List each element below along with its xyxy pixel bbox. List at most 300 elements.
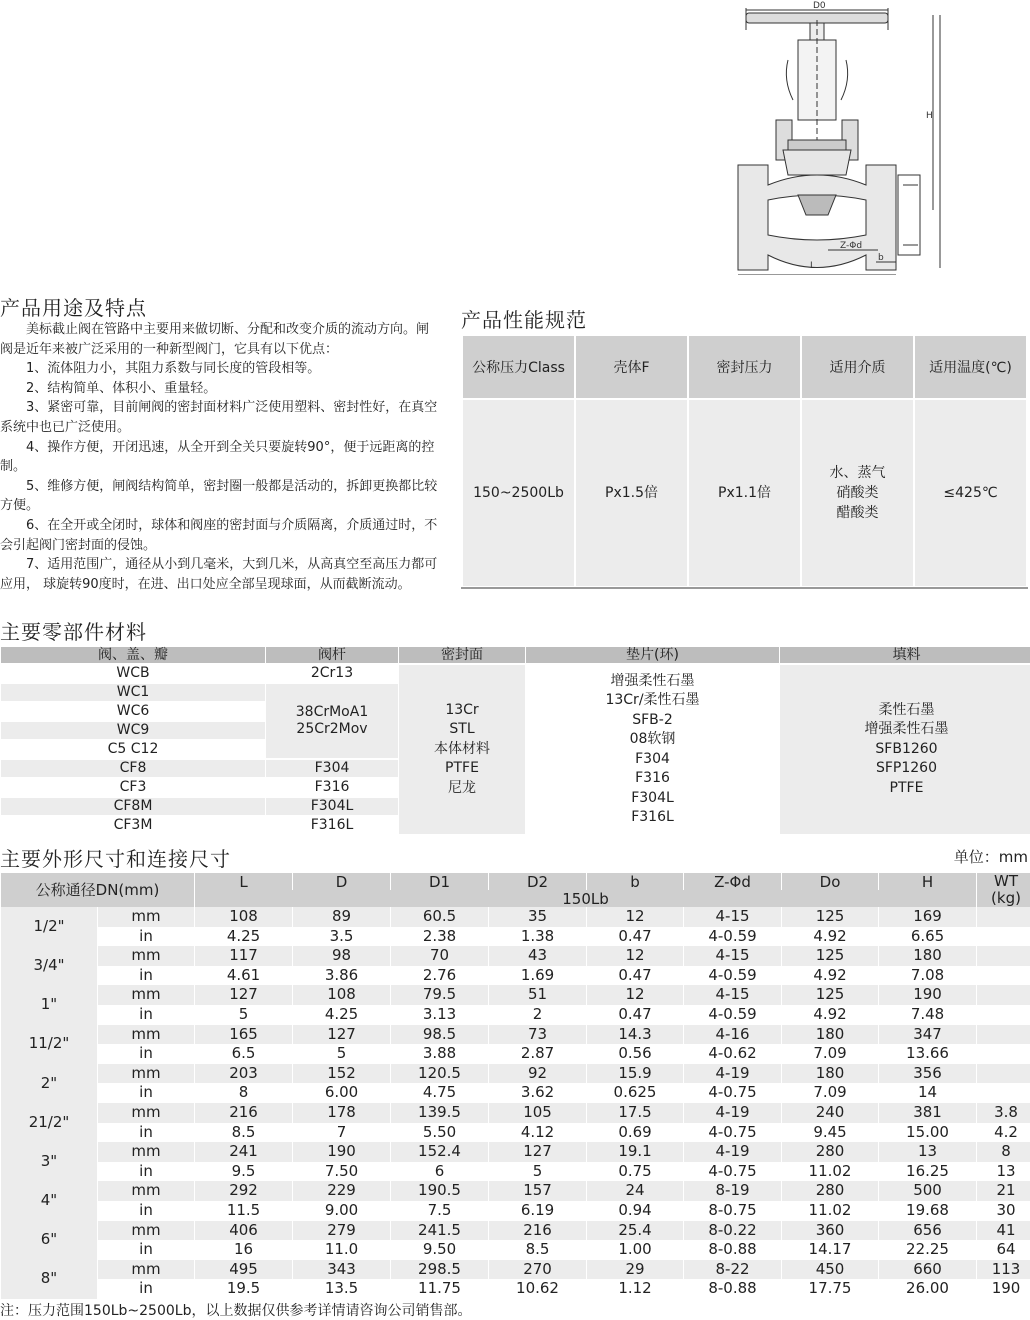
dim-cell: 9.50 (391, 1240, 488, 1260)
unit-cell: in (98, 1083, 194, 1103)
usage-paragraph: 6、在全开或全闭时，球体和阀座的密封面与介质隔离，介质通过时，不会引起阀门密封面的侵蚀。 (0, 517, 438, 553)
mat-body: WC6 (1, 703, 265, 720)
mat-stem: F304 (266, 760, 398, 777)
wt-cell (977, 1005, 1030, 1025)
dim-cell: 381 (879, 1103, 976, 1123)
seal-item: 13Cr (445, 701, 479, 718)
dim-row (1, 966, 1030, 986)
wt-cell: 4.2 (977, 1123, 1030, 1143)
dim-cell: 9.5 (195, 1162, 292, 1182)
dim-row (1, 1044, 1030, 1064)
dim-cell: 190 (879, 985, 976, 1005)
dim-row (1, 1221, 1030, 1241)
dim-cell: 11.75 (391, 1279, 488, 1299)
gasket-item: 增强柔性石墨 (610, 672, 695, 689)
dn-size: 3" (1, 1142, 97, 1181)
dim-cell: 7.09 (782, 1083, 878, 1103)
medium-line: 醋酸类 (836, 505, 879, 521)
dim-cell: 7 (293, 1123, 390, 1143)
wt-cell: 8 (977, 1142, 1030, 1162)
materials-table (0, 645, 1030, 836)
dim-col-header: Z-Φd (684, 873, 781, 890)
dim-cell: 0.56 (587, 1044, 683, 1064)
dim-cell: 60.5 (391, 907, 488, 927)
materials-title: 主要零部件材料 (0, 620, 147, 644)
packing-item: SFB1260 (875, 740, 938, 757)
mat-body: C5 C12 (1, 741, 265, 758)
dim-cell: 92 (489, 1064, 586, 1084)
dim-cell: 125 (782, 985, 878, 1005)
dim-row (1, 946, 1030, 966)
dim-cell: 14.17 (782, 1240, 878, 1260)
gasket-item: F304 (635, 750, 670, 767)
dim-row (1, 1162, 1030, 1182)
dim-cell: 14.3 (587, 1025, 683, 1045)
wt-cell: 190 (977, 1279, 1030, 1299)
gasket-item: 13Cr/柔性石墨 (605, 692, 700, 708)
dim-cell: 98.5 (391, 1025, 488, 1045)
dim-cell: 4-0.75 (684, 1162, 781, 1182)
perf-cell: 150~2500Lb (463, 400, 574, 586)
unit-cell: in (98, 1005, 194, 1025)
dim-cell: 108 (293, 985, 390, 1005)
wt-cell (977, 927, 1030, 947)
dim-col-header: D2 (489, 873, 586, 890)
dim-cell: 12 (587, 985, 683, 1005)
dim-cell: 241.5 (391, 1221, 488, 1241)
dim-row (1, 1083, 1030, 1103)
dim-cell: 1.38 (489, 927, 586, 947)
dim-cell: 127 (195, 985, 292, 1005)
dim-cell: 8-0.75 (684, 1201, 781, 1221)
usage-paragraph: 2、结构简单、体积小、重量轻。 (0, 380, 217, 396)
dimensions-body (1, 907, 1030, 1299)
dim-cell: 11.02 (782, 1201, 878, 1221)
dim-cell: 3.13 (391, 1005, 488, 1025)
dim-cell: 7.08 (879, 966, 976, 986)
mat-header: 密封面 (399, 647, 525, 663)
dn-size: 11/2" (1, 1025, 97, 1064)
dim-cell: 4.92 (782, 927, 878, 947)
mat-body: WC9 (1, 722, 265, 739)
class-label: 150Lb (195, 890, 976, 907)
dim-cell: 4.92 (782, 1005, 878, 1025)
unit-cell: mm (98, 1103, 194, 1123)
mat-header: 垫片(环) (526, 647, 779, 663)
dim-cell: 5.50 (391, 1123, 488, 1143)
dim-cell: 13 (879, 1142, 976, 1162)
dim-cell: 13.66 (879, 1044, 976, 1064)
perf-header: 密封压力 (689, 336, 800, 398)
dim-cell: 9.45 (782, 1123, 878, 1143)
wt-cell: 113 (977, 1260, 1030, 1280)
dim-cell: 180 (879, 946, 976, 966)
dim-cell: 280 (782, 1142, 878, 1162)
usage-paragraph: 5、维修方便，闸阀结构简单，密封圈一般都是活动的，拆卸更换都比较方便。 (0, 478, 438, 514)
dim-cell: 203 (195, 1064, 292, 1084)
dn-size: 3/4" (1, 946, 97, 985)
mat-stem: 2Cr13 (266, 665, 398, 682)
dim-cell: 495 (195, 1260, 292, 1280)
dim-cell: 178 (293, 1103, 390, 1123)
unit-label: 单位：mm (953, 848, 1028, 866)
dim-cell: 15.00 (879, 1123, 976, 1143)
dimensions-table (0, 873, 1030, 1299)
dim-cell: 6.19 (489, 1201, 586, 1221)
dim-cell: 8-22 (684, 1260, 781, 1280)
perf-medium-cell (802, 400, 913, 586)
dim-cell: 6.5 (195, 1044, 292, 1064)
dim-cell: 2.76 (391, 966, 488, 986)
mat-header: 阀、盖、瓣 (1, 647, 265, 663)
label-b: b (878, 253, 884, 263)
perf-header: 适用介质 (802, 336, 913, 398)
dim-cell: 1.00 (587, 1240, 683, 1260)
mat-body: CF8M (1, 798, 265, 815)
dim-cell: 240 (782, 1103, 878, 1123)
mat-header: 阀杆 (266, 647, 398, 663)
mat-stem: F316 (266, 779, 398, 796)
dim-cell: 8-0.22 (684, 1221, 781, 1241)
dim-cell: 25.4 (587, 1221, 683, 1241)
dim-cell: 7.5 (391, 1201, 488, 1221)
dim-cell: 216 (195, 1103, 292, 1123)
usage-title: 产品用途及特点 (0, 296, 147, 320)
wt-cell (977, 1083, 1030, 1103)
dim-cell: 2.87 (489, 1044, 586, 1064)
dim-cell: 9.00 (293, 1201, 390, 1221)
dn-size: 1" (1, 985, 97, 1024)
unit-cell: in (98, 1044, 194, 1064)
dim-cell: 24 (587, 1181, 683, 1201)
dim-cell: 6.65 (879, 927, 976, 947)
dim-cell: 347 (879, 1025, 976, 1045)
dim-cell: 1.12 (587, 1279, 683, 1299)
unit-cell: in (98, 1123, 194, 1143)
gasket-item: F304L (631, 789, 674, 806)
valve-drawing (728, 0, 948, 275)
dim-cell: 13.5 (293, 1279, 390, 1299)
wt-cell: 30 (977, 1201, 1030, 1221)
dim-cell: 11.02 (782, 1162, 878, 1182)
unit-cell: mm (98, 1260, 194, 1280)
dim-cell: 8-19 (684, 1181, 781, 1201)
dim-cell: 7.09 (782, 1044, 878, 1064)
dn-size: 4" (1, 1181, 97, 1220)
dim-col-header: b (587, 873, 683, 890)
dim-row (1, 1103, 1030, 1123)
wt-cell (977, 1025, 1030, 1045)
dim-row (1, 1240, 1030, 1260)
dim-cell: 8-0.88 (684, 1279, 781, 1299)
mat-gasket (526, 665, 779, 834)
dim-cell: 216 (489, 1221, 586, 1241)
dn-size: 8" (1, 1260, 97, 1299)
unit-cell: in (98, 1240, 194, 1260)
packing-item: 增强柔性石墨 (864, 721, 949, 738)
dim-cell: 4.25 (293, 1005, 390, 1025)
unit-cell: mm (98, 1025, 194, 1045)
unit-cell: in (98, 1279, 194, 1299)
wt-header: WT (kg) (977, 873, 1030, 907)
performance-table (461, 334, 1028, 588)
dim-cell: 4-0.59 (684, 927, 781, 947)
dim-cell: 0.47 (587, 927, 683, 947)
wt-cell (977, 966, 1030, 986)
dim-col-header: L (195, 873, 292, 890)
unit-cell: mm (98, 1181, 194, 1201)
dim-cell: 292 (195, 1181, 292, 1201)
dim-cell: 3.62 (489, 1083, 586, 1103)
dim-cell: 0.47 (587, 1005, 683, 1025)
mat-stem: F316L (266, 817, 398, 834)
dimensions-title: 主要外形尺寸和连接尺寸 (0, 847, 231, 871)
dim-cell: 180 (782, 1025, 878, 1045)
mat-body: WC1 (1, 684, 265, 701)
dim-cell: 98 (293, 946, 390, 966)
dim-cell: 8.5 (489, 1240, 586, 1260)
dim-cell: 12 (587, 907, 683, 927)
gasket-item: F316L (631, 809, 674, 825)
dim-cell: 105 (489, 1103, 586, 1123)
dim-cell: 4.12 (489, 1123, 586, 1143)
mat-stem: F304L (266, 798, 398, 815)
usage-paragraph: 1、流体阻力小，其阻力系数与同长度的管段相等。 (0, 361, 321, 377)
dim-cell: 660 (879, 1260, 976, 1280)
wt-cell: 13 (977, 1162, 1030, 1182)
dim-cell: 3.86 (293, 966, 390, 986)
usage-paragraph: 3、紧密可靠，目前闸阀的密封面材料广泛使用塑料、密封性好，在真空系统中也已广泛使用。 (0, 400, 438, 435)
usage-paragraph: 4、操作方便，开闭迅速，从全开到全关只要旋转90°，便于远距离的控制。 (0, 439, 435, 475)
dim-cell: 656 (879, 1221, 976, 1241)
dim-cell: 4.92 (782, 966, 878, 986)
mat-body: CF3M (1, 817, 265, 834)
stem-item: 38CrMoA1 (295, 704, 369, 720)
dim-cell: 6.00 (293, 1083, 390, 1103)
dim-cell: 11.5 (195, 1201, 292, 1221)
dim-cell: 15.9 (587, 1064, 683, 1084)
perf-cell: Px1.5倍 (576, 400, 687, 586)
dim-row (1, 1005, 1030, 1025)
unit-cell: mm (98, 985, 194, 1005)
dim-cell: 165 (195, 1025, 292, 1045)
wt-cell (977, 946, 1030, 966)
dim-cell: 0.69 (587, 1123, 683, 1143)
medium-line: 水、蒸气 (829, 465, 886, 481)
dim-cell: 125 (782, 946, 878, 966)
label-h: H (926, 111, 933, 121)
dn-size: 21/2" (1, 1103, 97, 1142)
dim-cell: 0.94 (587, 1201, 683, 1221)
mat-stem-group (266, 684, 398, 758)
perf-cell: ≤425℃ (915, 400, 1026, 586)
seal-item: 本体材料 (434, 740, 490, 757)
dim-cell: 73 (489, 1025, 586, 1045)
dn-size: 1/2" (1, 907, 97, 946)
gasket-item: 08软钢 (629, 731, 676, 747)
dim-cell: 270 (489, 1260, 586, 1280)
wt-cell (977, 1044, 1030, 1064)
dim-cell: 125 (782, 907, 878, 927)
dim-cell: 3.88 (391, 1044, 488, 1064)
dim-cell: 1.69 (489, 966, 586, 986)
dim-cell: 22.25 (879, 1240, 976, 1260)
unit-cell: mm (98, 907, 194, 927)
dim-cell: 4-15 (684, 985, 781, 1005)
dim-col-header: D1 (391, 873, 488, 890)
dim-cell: 26.00 (879, 1279, 976, 1299)
dim-cell: 152.4 (391, 1142, 488, 1162)
footnote: 注：压力范围150Lb~2500Lb，以上数据仅供参考详情请咨询公司销售部。 (0, 1303, 472, 1319)
dim-cell: 8.5 (195, 1123, 292, 1143)
mat-body: WCB (1, 665, 265, 682)
wt-cell: 3.8 (977, 1103, 1030, 1123)
mat-body: CF3 (1, 779, 265, 796)
dim-cell: 17.5 (587, 1103, 683, 1123)
dim-cell: 4-0.62 (684, 1044, 781, 1064)
dim-cell: 4-16 (684, 1025, 781, 1045)
dim-col-header: D (293, 873, 390, 890)
mat-packing (780, 665, 1030, 834)
seal-item: STL (449, 721, 475, 738)
seal-item: 尼龙 (448, 779, 476, 796)
dim-cell: 406 (195, 1221, 292, 1241)
gasket-item: SFB-2 (632, 711, 673, 728)
mat-seal (399, 665, 525, 834)
label-z: Z-Φd (840, 241, 863, 251)
dim-cell: 7.48 (879, 1005, 976, 1025)
dim-cell: 229 (293, 1181, 390, 1201)
wt-cell (977, 1064, 1030, 1084)
dim-cell: 5 (489, 1162, 586, 1182)
wt-cell (977, 985, 1030, 1005)
packing-item: 柔性石墨 (878, 701, 935, 718)
dim-cell: 43 (489, 946, 586, 966)
dim-cell: 51 (489, 985, 586, 1005)
unit-cell: in (98, 966, 194, 986)
dim-cell: 4-0.75 (684, 1123, 781, 1143)
dim-cell: 343 (293, 1260, 390, 1280)
dim-cell: 3.5 (293, 927, 390, 947)
wt-cell: 21 (977, 1181, 1030, 1201)
stem-item: 25Cr2Mov (296, 721, 368, 737)
medium-line: 硝酸类 (836, 485, 879, 501)
dim-cell: 4-19 (684, 1064, 781, 1084)
mat-header: 填料 (780, 647, 1030, 663)
dim-cell: 180 (782, 1064, 878, 1084)
dim-cell: 241 (195, 1142, 292, 1162)
dim-cell: 4-0.59 (684, 966, 781, 986)
perf-header: 适用温度(℃) (915, 336, 1026, 398)
dim-cell: 5 (195, 1005, 292, 1025)
dim-cell: 11.0 (293, 1240, 390, 1260)
dim-cell: 4-0.59 (684, 1005, 781, 1025)
dim-cell: 500 (879, 1181, 976, 1201)
dim-row (1, 1025, 1030, 1045)
dim-cell: 108 (195, 907, 292, 927)
performance-title: 产品性能规范 (461, 308, 587, 332)
dim-row (1, 1064, 1030, 1084)
dim-cell: 12 (587, 946, 683, 966)
dim-cell: 17.75 (782, 1279, 878, 1299)
dn-size: 6" (1, 1221, 97, 1260)
wt-cell: 41 (977, 1221, 1030, 1241)
dim-cell: 4-19 (684, 1142, 781, 1162)
dim-cell: 4.61 (195, 966, 292, 986)
perf-divider (461, 587, 1028, 589)
dim-cell: 19.1 (587, 1142, 683, 1162)
dim-row (1, 1142, 1030, 1162)
dim-cell: 0.47 (587, 966, 683, 986)
dim-cell: 450 (782, 1260, 878, 1280)
dim-cell: 10.62 (489, 1279, 586, 1299)
dim-cell: 8 (195, 1083, 292, 1103)
dim-cell: 29 (587, 1260, 683, 1280)
dim-cell: 0.625 (587, 1083, 683, 1103)
dim-cell: 16 (195, 1240, 292, 1260)
unit-cell: mm (98, 1221, 194, 1241)
dim-cell: 152 (293, 1064, 390, 1084)
perf-header: 公称压力Class (463, 336, 574, 398)
dim-cell: 14 (879, 1083, 976, 1103)
dn-header: 公称通径DN(mm) (1, 873, 194, 907)
dim-row (1, 1260, 1030, 1280)
dim-cell: 360 (782, 1221, 878, 1241)
dim-col-header: Do (782, 873, 878, 890)
dim-cell: 89 (293, 907, 390, 927)
dim-cell: 8-0.88 (684, 1240, 781, 1260)
dim-row (1, 1181, 1030, 1201)
dim-cell: 5 (293, 1044, 390, 1064)
dim-row (1, 1279, 1030, 1299)
unit-cell: mm (98, 1064, 194, 1084)
dim-cell: 120.5 (391, 1064, 488, 1084)
dim-cell: 169 (879, 907, 976, 927)
usage-paragraph: 美标截止阀在管路中主要用来做切断、分配和改变介质的流动方向。闸阀是近年来被广泛采用的一种新型阀门，它具有以下优点： (0, 322, 430, 357)
dim-cell: 139.5 (391, 1103, 488, 1123)
dim-cell: 280 (782, 1181, 878, 1201)
dim-cell: 2 (489, 1005, 586, 1025)
dim-cell: 4-19 (684, 1103, 781, 1123)
dim-cell: 4.25 (195, 927, 292, 947)
dim-cell: 2.38 (391, 927, 488, 947)
unit-cell: in (98, 1162, 194, 1182)
dim-cell: 4-0.75 (684, 1083, 781, 1103)
dim-cell: 157 (489, 1181, 586, 1201)
seal-item: PTFE (445, 760, 479, 777)
perf-header: 壳体F (576, 336, 687, 398)
dim-cell: 127 (489, 1142, 586, 1162)
dn-size: 2" (1, 1064, 97, 1103)
dim-cell: 190 (293, 1142, 390, 1162)
dim-cell: 7.50 (293, 1162, 390, 1182)
gasket-item: F316 (635, 770, 670, 786)
dim-cell: 190.5 (391, 1181, 488, 1201)
dim-cell: 4-15 (684, 946, 781, 966)
unit-cell: in (98, 1201, 194, 1221)
dim-row (1, 927, 1030, 947)
dim-cell: 19.68 (879, 1201, 976, 1221)
dim-cell: 279 (293, 1221, 390, 1241)
dim-cell: 19.5 (195, 1279, 292, 1299)
dim-row (1, 907, 1030, 927)
label-l: L (810, 261, 816, 271)
dim-cell: 79.5 (391, 985, 488, 1005)
packing-item: PTFE (889, 779, 924, 796)
perf-cell: Px1.1倍 (689, 400, 800, 586)
dim-cell: 6 (391, 1162, 488, 1182)
dim-cell: 298.5 (391, 1260, 488, 1280)
